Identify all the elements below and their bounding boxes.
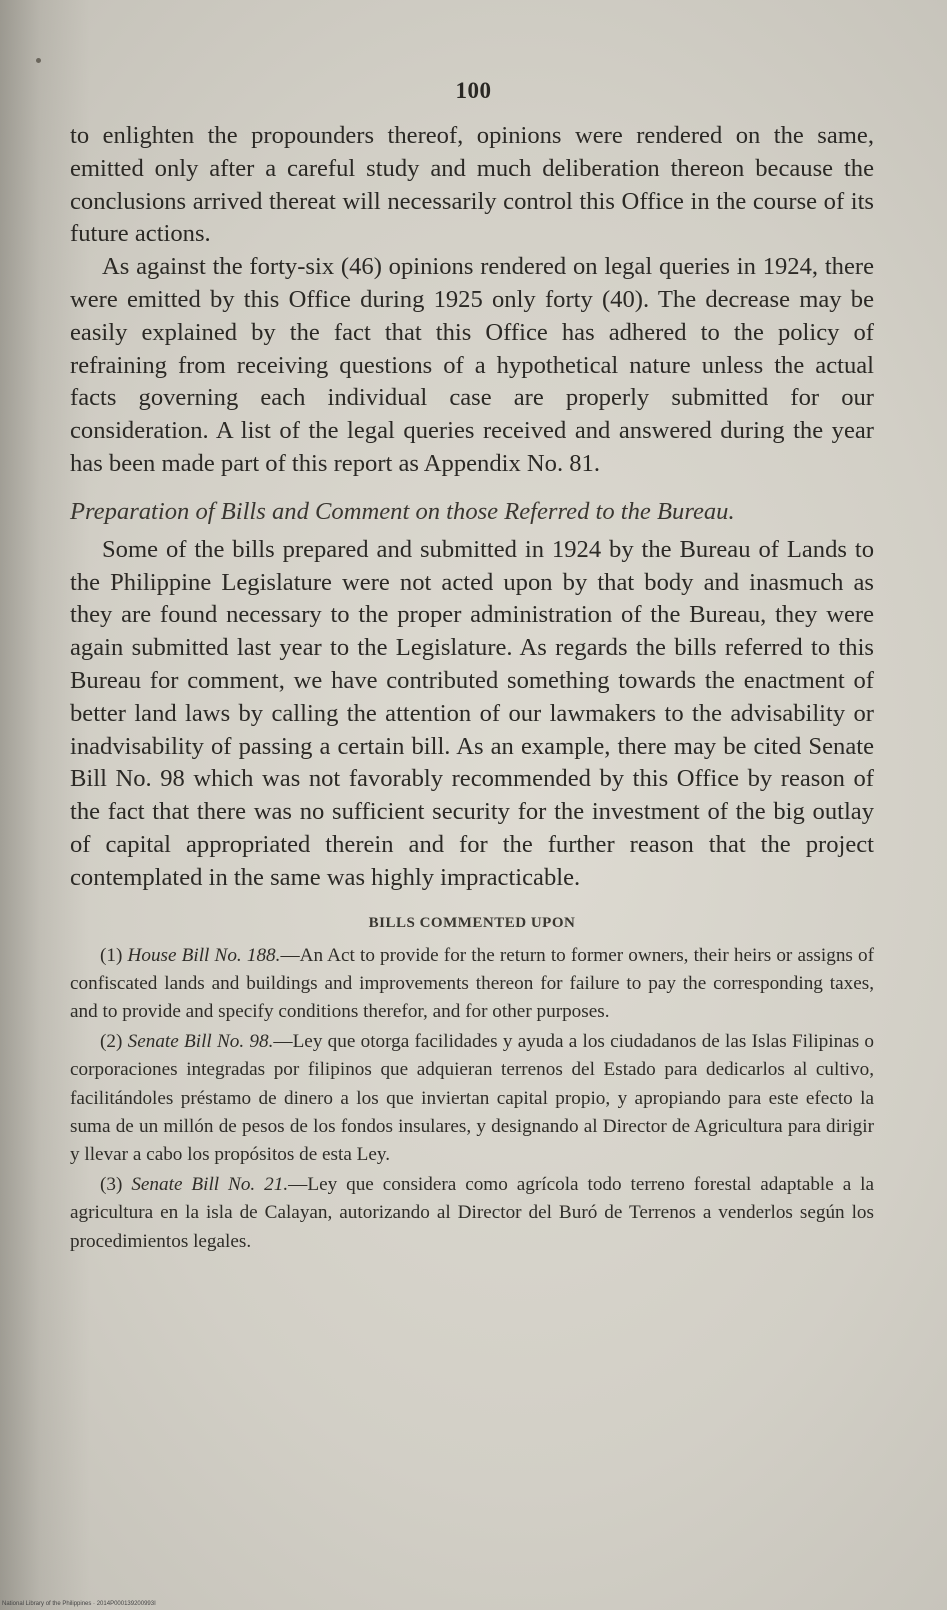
bill-number: (1) xyxy=(100,944,123,966)
section-heading: Preparation of Bills and Comment on those Referred to the Bureau. xyxy=(70,497,735,525)
bill-number: (2) xyxy=(100,1031,123,1053)
body-paragraph-3: Some of the bills prepared and submitted in 1924 by the Bureau of Lands to the Philippine Legislature were not acted upon by that body and inasmuch as they are found necessary to the proper administration of the Bureau, they were again submitted last year to the Legislature. As regards the bills referred to this Bureau for comment, we have contributed something towards the enactment of better land laws by calling the attention of our lawmakers to the advisability or inadvisability of passing a certain bill. As an example, there may be cited Senate Bill No. 98 which was not favorably recommended by this Office by reason of the fact that there was no sufficient security for the investment of the big outlay of capital appropriated therein and for the further reason that the project contemplated in the same was highly impracticable. xyxy=(70,535,874,891)
page-number: 100 xyxy=(455,78,492,103)
bill-number: (3) xyxy=(100,1174,123,1196)
bill-item xyxy=(70,942,874,1027)
bill-description: —Ley que otorga facilidades y ayuda a los ciudadanos de las Islas Filipinas o corporaciones integradas por filipinos que adquieran terrenos del Estado para dedicarlos al cultivo, facilitándoles préstamo de dinero a los que inviertan capital propio, y apropiando para este efecto la suma de un millón de pesos de los fondos insulares, y designando al Director de Agricultura para dirigir y llevar a cabo los propósitos de esta Ley. xyxy=(70,1031,875,1165)
page-content xyxy=(70,120,874,1258)
ink-speck xyxy=(36,58,41,63)
body-paragraph-2: As against the forty-six (46) opinions rendered on legal queries in 1924, there were emitted by this Office during 1925 only forty (40). The decrease may be easily explained by the fact that this Office has adhered to the policy of refraining from receiving questions of a hypothetical nature unless the actual facts governing each individual case are properly submitted for our consideration. A list of the legal queries received and answered during the year has been made part of this report as Appendix No. 81. xyxy=(70,253,874,477)
bill-reference: Senate Bill No. 21. xyxy=(131,1174,289,1196)
bill-reference: Senate Bill No. 98. xyxy=(127,1031,274,1053)
bill-item xyxy=(70,1171,874,1256)
bill-reference: House Bill No. 188. xyxy=(127,944,281,966)
bill-item xyxy=(70,1028,874,1169)
bills-section-title: BILLS COMMENTED UPON xyxy=(368,914,576,931)
body-paragraph-1: to enlighten the propounders thereof, opinions were rendered on the same, emitted only after a careful study and much deliberation thereon because the conclusions arrived thereat will necessarily control this Office in the course of its future actions. xyxy=(70,122,874,248)
bill-description: —An Act to provide for the return to former owners, their heirs or assigns of confiscated lands and buildings and improvements thereon for failure to pay the corresponding taxes, and to provide and specify conditions therefor, and for other purposes. xyxy=(70,944,874,1022)
bill-description: —Ley que considera como agrícola todo terreno forestal adaptable a la agricultura en la isla de Calayan, autorizando al Director del Buró de Terrenos a venderlos según los procedimientos legales. xyxy=(70,1174,875,1252)
library-footer: National Library of the Philippines · 2014P000139200993I xyxy=(2,1601,156,1607)
